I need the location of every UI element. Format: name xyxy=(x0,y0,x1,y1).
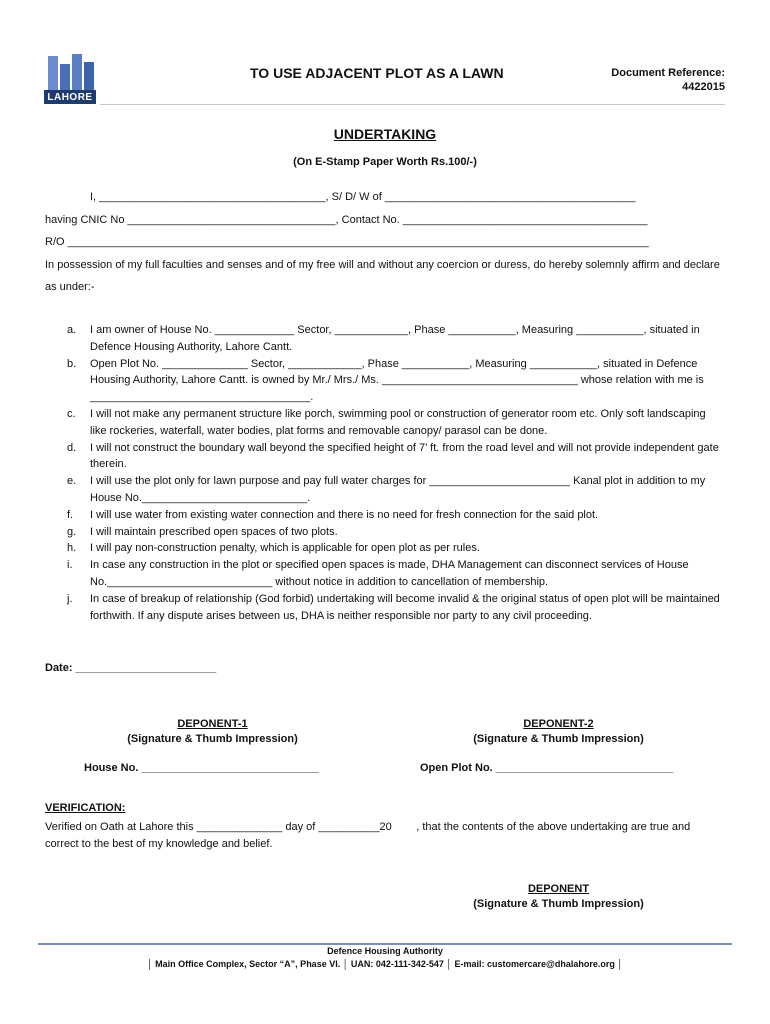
list-item-text: I am owner of House No. _____________ Sector, ____________, Phase ___________, Measuring ___________, situated in Defence Housing Authority, Lahore Cantt. xyxy=(90,324,700,353)
address-line: R/O _______________________________________________________________________________________________ xyxy=(45,236,649,248)
deponent-1-title: DEPONENT-1 xyxy=(177,718,248,730)
list-item-text: In case of breakup of relationship (God forbid) undertaking will become invalid & the original status of open plot will be maintained forthwith. If any dispute arises between us, DHA is neither responsible nor party to any civil proceeding. xyxy=(90,592,720,622)
list-item xyxy=(45,356,725,406)
house-no-field: House No. _____________________________ xyxy=(84,762,319,774)
list-item xyxy=(45,406,725,440)
document-reference xyxy=(590,66,725,94)
document-title: TO USE ADJACENT PLOT AS A LAWN xyxy=(250,65,504,81)
list-item xyxy=(45,322,725,356)
list-item-text: I will pay non-construction penalty, which is applicable for open plot as per rules. xyxy=(90,542,480,555)
undertaking-list xyxy=(45,322,725,624)
stamp-paper-note: (On E-Stamp Paper Worth Rs.100/-) xyxy=(293,156,477,168)
list-marker: i. xyxy=(67,559,73,572)
deponent-1-signature-label: (Signature & Thumb Impression) xyxy=(127,733,298,745)
list-marker: b. xyxy=(67,357,77,370)
undertaking-heading: UNDERTAKING xyxy=(333,126,437,142)
deponent-2-block xyxy=(446,717,671,747)
name-field-line: I, _____________________________________, S/ D/ W of _________________________________________ xyxy=(90,191,636,203)
list-marker: f. xyxy=(67,508,74,521)
verification-text: Verified on Oath at Lahore this ______________ day of __________20 , that the contents of the above undertaking are true and correct to the best of my knowledge and belief. xyxy=(45,821,694,850)
cnic-contact-line: having CNIC No __________________________________, Contact No. ________________________________________ xyxy=(45,214,648,226)
list-item xyxy=(45,440,725,474)
list-item-text: I will not make any permanent structure like porch, swimming pool or construction of generator room etc. Only soft landscaping like rockeries, waterfall, water bodies, plat forms and removable canopy/ parasol can be done. xyxy=(90,407,706,437)
deponent-2-signature-label: (Signature & Thumb Impression) xyxy=(473,733,644,745)
list-item xyxy=(45,507,725,524)
list-item-text: I will use the plot only for lawn purpose and pay full water charges for _______________________ Kanal plot in addition to my House No.___________________________. xyxy=(90,475,706,504)
list-item-text: I will maintain prescribed open spaces of two plots. xyxy=(90,525,338,538)
document-reference-value: 4422015 xyxy=(682,81,725,93)
deponent-1-block xyxy=(100,717,325,747)
list-marker: g. xyxy=(67,525,77,538)
header-divider xyxy=(100,104,725,105)
deponent-final-block xyxy=(446,882,671,912)
deponent-2-title: DEPONENT-2 xyxy=(523,718,594,730)
list-item-text: I will not construct the boundary wall beyond the specified height of 7’ ft. from the road level and will not provide independent gate therein. xyxy=(90,441,719,471)
deponent-final-signature-label: (Signature & Thumb Impression) xyxy=(473,898,644,910)
verification-title: VERIFICATION: xyxy=(45,802,126,814)
intro-paragraph: In possession of my full faculties and senses and of my free will and without any coercion or duress, do hereby solemnly affirm and declare as under:- xyxy=(45,259,720,293)
footer-organization: Defence Housing Authority xyxy=(327,946,443,956)
list-marker: a. xyxy=(67,324,77,336)
logo-label: LAHORE xyxy=(44,92,96,104)
list-marker: j. xyxy=(67,592,73,605)
date-field: Date: _______________________ xyxy=(45,662,217,674)
list-marker: d. xyxy=(67,441,77,454)
footer-divider xyxy=(38,943,732,945)
document-reference-label: Document Reference: xyxy=(611,67,725,79)
list-item-text: I will use water from existing water connection and there is no need for fresh connection for the said plot. xyxy=(90,508,599,521)
list-marker: e. xyxy=(67,475,77,488)
list-item-text: Open Plot No. ______________ Sector, ____________, Phase ___________, Measuring ___________, situated in Defence Housing Authority, Lahore Cantt. is owned by Mr./ Mrs./ Ms. ________________________________ whose relation with me is ____________________________________. xyxy=(90,357,704,404)
open-plot-no-field: Open Plot No. _____________________________ xyxy=(420,762,674,774)
list-item xyxy=(45,591,725,625)
list-marker: h. xyxy=(67,542,77,555)
footer-contact-info: │ Main Office Complex, Sector “A”, Phase VI. │ UAN: 042-111-342-547 │ E-mail: customercare@dhalahore.org │ xyxy=(147,959,623,969)
list-item xyxy=(45,557,725,591)
list-item xyxy=(45,473,725,507)
list-marker: c. xyxy=(67,407,76,420)
list-item-text: In case any construction in the plot or specified open spaces is made, DHA Management can disconnect services of House No.___________________________ without notice in addition to cancellation of membership. xyxy=(90,559,689,588)
list-item xyxy=(45,540,725,557)
list-item xyxy=(45,524,725,541)
deponent-final-title: DEPONENT xyxy=(527,883,590,895)
